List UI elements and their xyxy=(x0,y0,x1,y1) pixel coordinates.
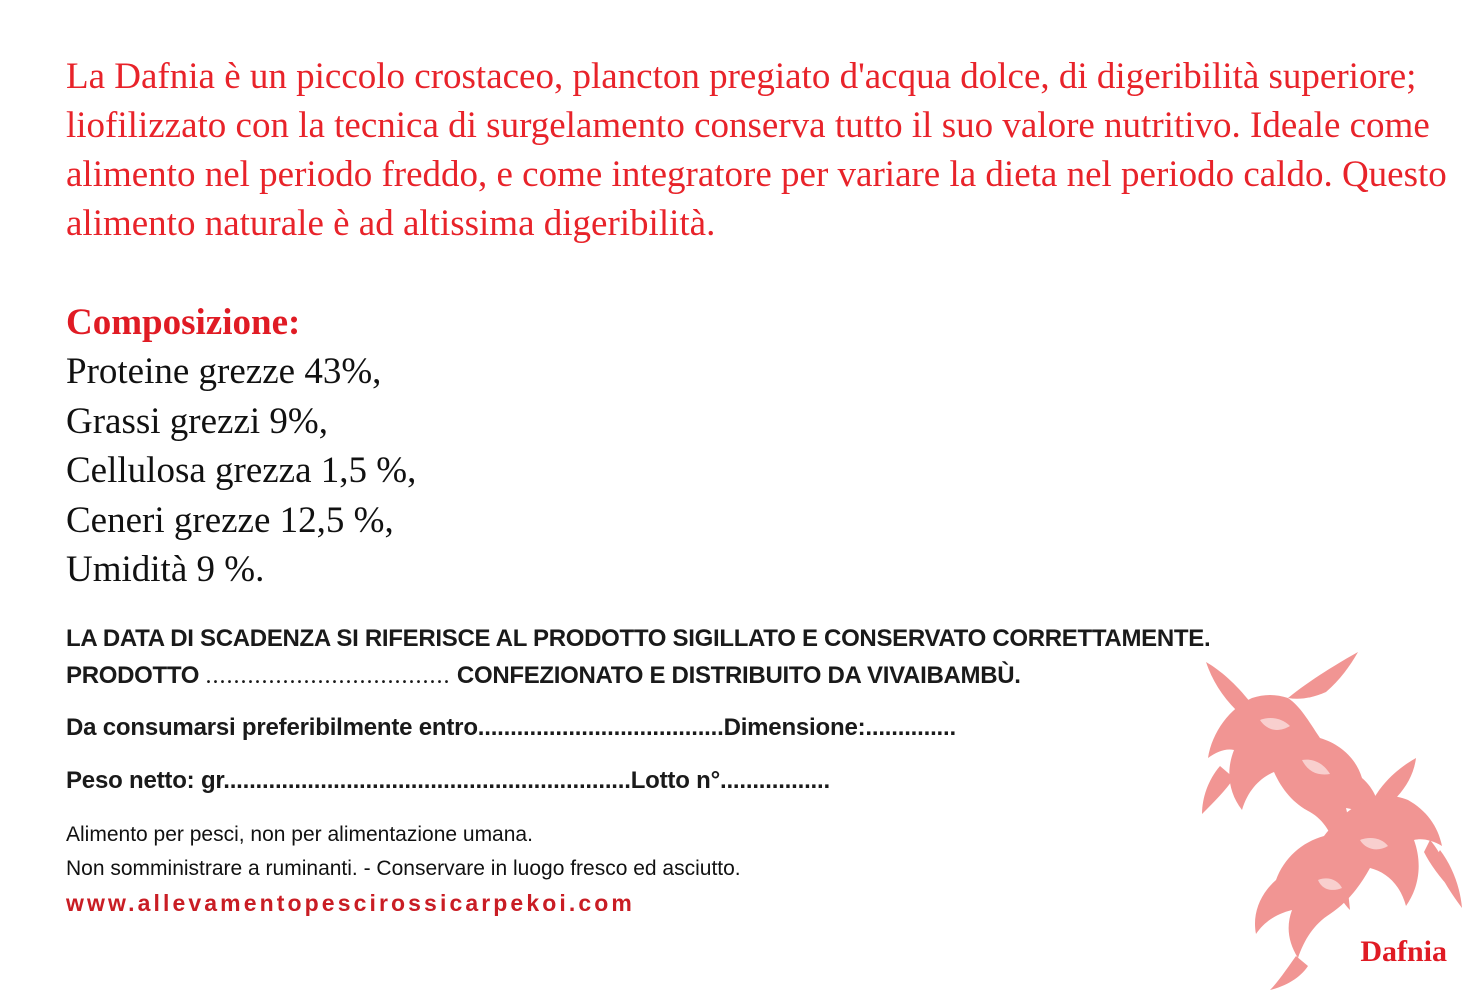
composition-item-moisture: Umidità 9 %. xyxy=(66,549,265,590)
warning-notes xyxy=(66,818,741,886)
weight-lot-line: Peso netto: gr...............................................................Lotto n°................. xyxy=(66,767,830,794)
intro-paragraph: La Dafnia è un piccolo crostaceo, plancton pregiato d'acqua dolce, di digeribilità superiore; liofilizzato con la tecnica di surgelamento conserva tutto il suo valore nutritivo. Ideale come alimento nel periodo freddo, e come integratore per variare la dieta nel periodo caldo. Questo alimento naturale è ad altissima digeribilità. xyxy=(66,56,1447,244)
website-url: www.allevamentopescirossicarpekoi.com xyxy=(66,890,635,916)
expiry-disclaimer: LA DATA DI SCADENZA SI RIFERISCE AL PRODOTTO SIGILLATO E CONSERVATO CORRETTAMENTE. xyxy=(66,625,1211,652)
composition-item-ash: Ceneri grezze 12,5 %, xyxy=(66,499,394,541)
note-not-for-humans: Alimento per pesci, non per alimentazione umana. xyxy=(66,823,533,846)
composition-list xyxy=(66,347,416,595)
distributor-line xyxy=(66,657,1210,695)
label-block xyxy=(66,620,1211,916)
product-word: PRODOTTO xyxy=(66,662,200,689)
composition-item-fat: Grassi grezzi 9%, xyxy=(66,400,328,442)
composition-title: Composizione: xyxy=(66,302,301,343)
product-name-corner: Dafnia xyxy=(1360,935,1447,968)
distributor-text: CONFEZIONATO E DISTRIBUITO DA VIVAIBAMBÙ. xyxy=(456,662,1021,689)
composition-item-fiber: Cellulosa grezza 1,5 %, xyxy=(66,450,417,491)
composition-item-protein: Proteine grezze 43%, xyxy=(66,351,382,392)
product-dots: ................................... xyxy=(205,663,451,689)
note-storage: Non somministrare a ruminanti. - Conservare in luogo fresco ed asciutto. xyxy=(66,857,741,880)
expiry-size-line: Da consumarsi preferibilmente entro......................................Dimensione:.............. xyxy=(66,714,956,741)
